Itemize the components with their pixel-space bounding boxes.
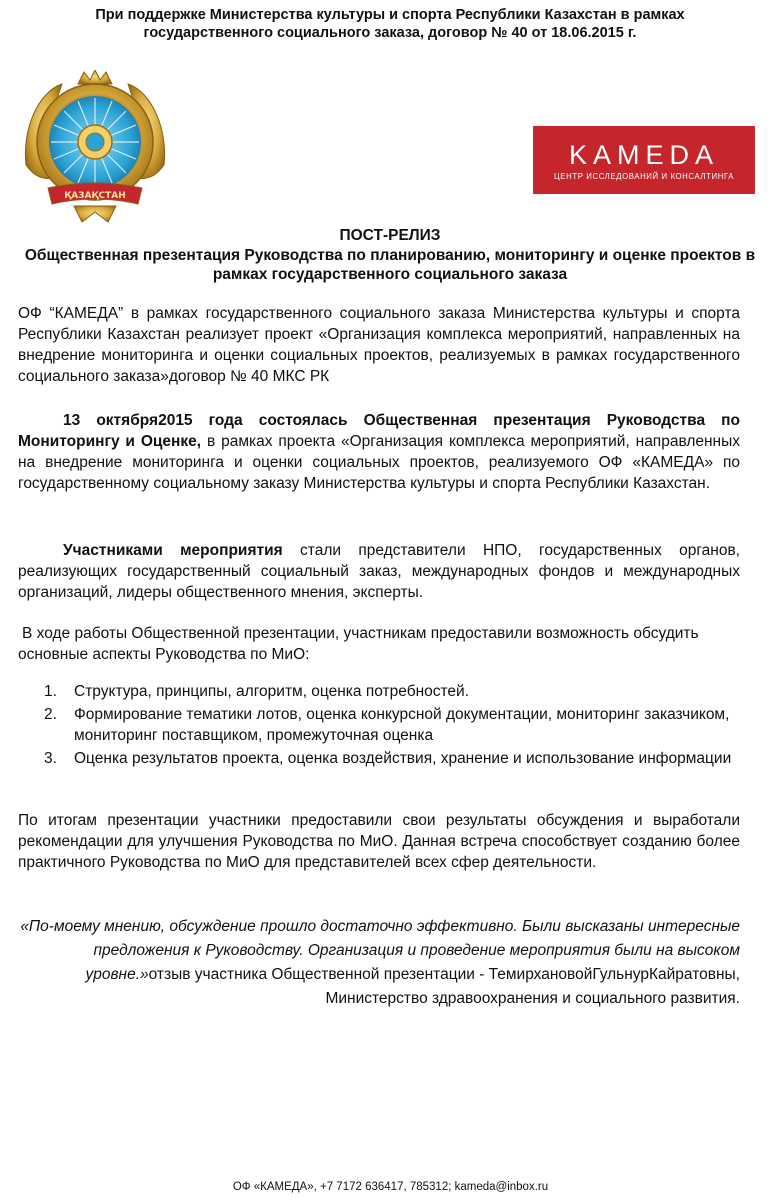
discussion-paragraph: В ходе работы Общественной презентации, участникам предоставили возможность обсудить основные аспекты Руководства по МиО: [18,625,699,663]
list-item [44,681,734,703]
list-text: Структура, принципы, алгоритм, оценка потребностей. [74,683,470,700]
participants-bold: Участниками мероприятия [63,542,283,559]
support-statement: При поддержке Министерства культуры и спорта Республики Казахстан в рамках государственного социального заказа, договор № 40 от 18.06.2015 г. [95,7,685,41]
document-subtitle: Общественная презентация Руководства по планированию, мониторингу и оценке проектов в рамках государственного социального заказа [24,246,756,283]
list-number: 3. [44,749,57,767]
results-paragraph: По итогам презентации участники предоставили свои результаты обсуждения и выработали рекомендации для улучшения Руководства по МиО. Данная встреча способствует созданию более практичного Руководства по МиО для представителей всех сфер деятельности. [18,812,740,871]
event-text: в рамках проекта «Организация комплекса мероприятий, направленных на внедрение мониторинга и оценки социальных проектов, реализуемого ОФ «КАМЕДА» по государственному социальному заказу Министерства культуры и спорта Республики Казахстан. [18,433,740,492]
list-item [44,704,734,747]
document-label: ПОСТ-РЕЛИЗ [339,227,441,244]
quote-text: «По-моему мнению, обсуждение прошло достаточно эффективно. Были высказаны интересные предложения к Руководству. Организация и проведение мероприятия были на высоком уровне.» [20,918,740,983]
list-text: Оценка результатов проекта, оценка воздействия, хранение и использование информации [74,749,732,767]
event-date-bold: 13 октября2015 года состоялась Общественная презентация Руководства по Мониторингу и Оценке, [18,412,740,450]
state-emblem-image [18,70,172,226]
logo-word: KAMEDA [568,140,720,170]
document-heading [20,226,760,285]
participants-paragraph [18,540,740,603]
event-paragraph [18,410,740,494]
list-text: Формирование тематики лотов, оценка конкурсной документации, мониторинг заказчиком, мониторинг поставщиком, промежуточная оценка [74,705,730,744]
quote-attribution: отзыв участника Общественной презентации - ТемирхановойГульнурКайратовны, Министерство здравоохранения и социального развития. [148,966,740,1007]
intro-paragraph: ОФ “КАМЕДА” в рамках государственного социального заказа Министерства культуры и спорта Республики Казахстан реализует проект «Организация комплекса мероприятий, направленных на внедрение мониторинга и оценки социальных проектов, реализуемых в рамках государственного социального заказа»договор № 40 МКС РК [18,305,740,385]
list-item [44,748,734,770]
kameda-logo [533,126,755,194]
logo-subtitle: ЦЕНТР ИССЛЕДОВАНИЙ И КОНСАЛТИНГА [553,172,735,181]
emblem-ribbon-text: ҚАЗАҚСТАН [64,191,126,201]
list-number: 2. [44,705,57,723]
list-number: 1. [44,683,57,700]
aspects-list [44,681,734,770]
participant-quote [18,915,740,1011]
participants-text: стали представители НПО, государственных органов, реализующих государственный социальный заказ, международных фондов и международных организаций, лидеры общественного мнения, эксперты. [18,542,740,601]
footer-contacts: ОФ «КАМЕДА», +7 7172 636417, 785312; kameda@inbox.ru [232,1181,549,1193]
